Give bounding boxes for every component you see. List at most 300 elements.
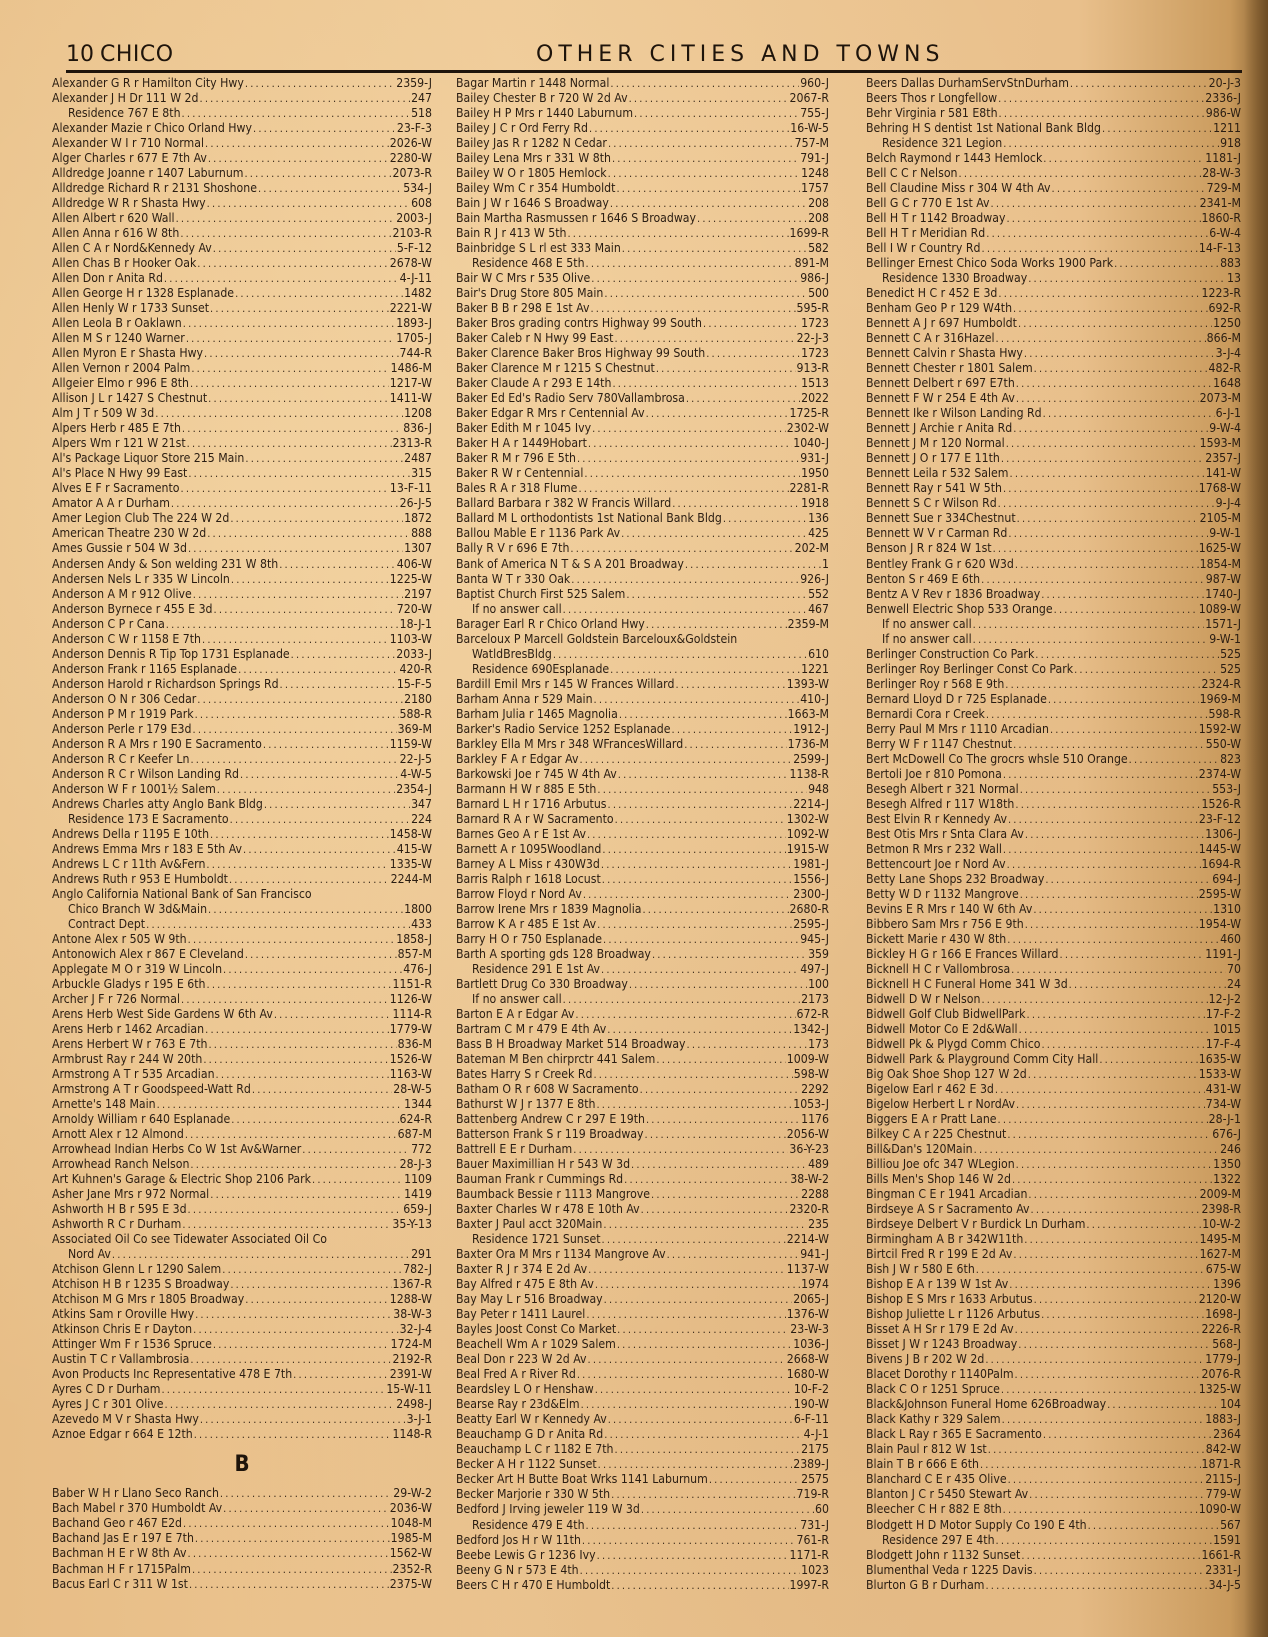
directory-entry (456, 1277, 829, 1292)
entry-phone-number: 1526-R (1201, 796, 1241, 811)
directory-entry (456, 857, 829, 872)
leader-dots (998, 286, 1200, 301)
leader-dots (312, 1172, 403, 1187)
leader-dots (230, 1277, 391, 1292)
directory-entry (52, 737, 432, 752)
directory-entry (866, 932, 1241, 947)
page-number: 10 (66, 42, 94, 67)
entry-name: Barris Ralph r 1618 Locust (456, 871, 601, 886)
entry-name: Bertoli Joe r 810 Pomona (866, 766, 1002, 781)
directory-entry (866, 1487, 1241, 1502)
directory-entry (52, 692, 432, 707)
entry-name: Betty W D r 1132 Mangrove (866, 886, 1019, 901)
entry-name: Residence 767 E 8th (68, 106, 181, 121)
entry-phone-number: 2197 (404, 586, 432, 601)
entry-phone-number: 4-J-1 (803, 1427, 829, 1442)
entry-name: Bennett J M r 120 Normal (866, 436, 1005, 451)
leader-dots (611, 1578, 788, 1593)
entry-name: Bennett Ray r 541 W 5th (866, 481, 1002, 496)
entry-name: Aznoe Edgar r 664 E 12th (52, 1427, 193, 1442)
leader-dots (185, 1127, 397, 1142)
directory-entry (866, 1217, 1241, 1232)
entry-phone-number: 1344 (404, 1097, 432, 1112)
directory-entry (866, 406, 1241, 421)
letter-heading: B (234, 1451, 250, 1477)
entry-phone-number: 6-J-1 (1215, 406, 1241, 421)
entry-phone-number: 497-J (800, 961, 829, 976)
entry-phone-number: 1015 (1213, 1021, 1241, 1036)
entry-phone-number: 1176 (801, 1112, 829, 1127)
leader-dots (1041, 1037, 1204, 1052)
directory-entry (866, 827, 1241, 842)
directory-entry (456, 677, 829, 692)
directory-entry (52, 271, 432, 286)
leader-dots (208, 1037, 396, 1052)
directory-entry (52, 541, 432, 556)
leader-dots (195, 1531, 390, 1546)
entry-phone-number: 1225-W (389, 571, 432, 586)
entry-phone-number: 15-W-11 (386, 1382, 432, 1397)
directory-entry (456, 1412, 829, 1427)
entry-phone-number: 913-R (796, 361, 829, 376)
entry-phone-number: 1181-J (1205, 151, 1241, 166)
entry-name: Batham O R r 608 W Sacramento (456, 1082, 639, 1097)
directory-entry (52, 962, 432, 977)
directory-entry (456, 1217, 829, 1232)
leader-dots (1070, 76, 1208, 91)
entry-name: Barkowski Joe r 745 W 4th Av (456, 766, 617, 781)
entry-name: Beers Thos r Longfellow (866, 91, 998, 106)
leader-dots (1013, 301, 1207, 316)
entry-phone-number: 1757 (801, 181, 829, 196)
entry-phone-number: 1724-M (390, 1337, 432, 1352)
leader-dots (567, 226, 788, 241)
directory-entry (52, 1412, 432, 1427)
entry-name: Bearse Ray r 23d&Elm (456, 1397, 580, 1412)
entry-phone-number: 23-F-12 (1198, 811, 1241, 826)
entry-name: Arbuckle Gladys r 195 E 6th (52, 976, 206, 991)
entry-name: Bain J W r 1646 S Broadway (456, 196, 609, 211)
entry-name: Andrews L C r 11th Av&Fern (52, 856, 206, 871)
page-edge-shadow (1244, 0, 1268, 1637)
directory-entry (866, 782, 1241, 797)
leader-dots (619, 707, 787, 722)
directory-entry (866, 992, 1241, 1007)
leader-dots (573, 1142, 788, 1157)
leader-dots (697, 211, 807, 226)
entry-phone-number: 2244-M (390, 871, 432, 886)
entry-name: Best Elvin R r Kennedy Av (866, 811, 1007, 826)
leader-dots (1018, 316, 1212, 331)
directory-entry (52, 346, 432, 361)
directory-entry (866, 286, 1241, 301)
leader-dots (1016, 391, 1199, 406)
entry-phone-number: 525 (1220, 646, 1241, 661)
entry-name: Bachman H E r W 8th Av (52, 1546, 187, 1561)
directory-entry (456, 557, 829, 572)
directory-entry (456, 707, 829, 722)
directory-entry (456, 106, 829, 121)
directory-entry (52, 1307, 432, 1322)
entry-phone-number: 22-J-5 (399, 751, 432, 766)
leader-dots (640, 1082, 800, 1097)
directory-entry (52, 376, 432, 391)
leader-dots (220, 1486, 392, 1501)
directory-entry (866, 181, 1241, 196)
entry-phone-number: 28-W-3 (1202, 166, 1241, 181)
directory-entry (456, 1067, 829, 1082)
directory-entry (456, 1112, 829, 1127)
leader-dots (190, 1157, 398, 1172)
entry-phone-number: 2498-J (396, 1397, 432, 1412)
entry-phone-number: 1350 (1213, 1157, 1241, 1172)
entry-phone-number: 1306-J (1205, 826, 1241, 841)
directory-entry (52, 1022, 432, 1037)
entry-name: Bentley Frank G r 620 W3d (866, 556, 1014, 571)
entry-name: Bickett Marie r 430 W 8th (866, 931, 1007, 946)
leader-dots (202, 632, 389, 647)
directory-entry (866, 136, 1241, 151)
leader-dots (981, 992, 1207, 1007)
entry-phone-number: 14-F-13 (1198, 241, 1241, 256)
entry-name: Bagar Martin r 1448 Normal (456, 76, 610, 90)
directory-entry (866, 1232, 1241, 1247)
entry-name: Bigelow Earl r 462 E 3d (866, 1082, 994, 1097)
entry-phone-number: 1981-J (793, 856, 829, 871)
directory-entry (52, 286, 432, 301)
directory-entry (456, 737, 829, 752)
entry-phone-number: 1648 (1213, 376, 1241, 391)
directory-entry (866, 211, 1241, 226)
directory-entry (866, 481, 1241, 496)
entry-phone-number: 2115-J (1205, 1472, 1241, 1487)
entry-name: Barnes Geo A r E 1st Av (456, 826, 586, 841)
leader-dots (204, 346, 398, 361)
entry-phone-number: 757-M (794, 136, 829, 151)
entry-name: Bailey Lena Mrs r 331 W 8th (456, 151, 611, 166)
leader-dots (580, 1563, 800, 1578)
directory-entry (456, 1247, 829, 1262)
leader-dots (203, 1052, 388, 1067)
entry-phone-number: 1335-W (389, 856, 432, 871)
entry-phone-number: 1872 (404, 511, 432, 526)
leader-dots (667, 1247, 800, 1262)
leader-dots (181, 992, 389, 1007)
entry-name: Bay May L r 516 Broadway (456, 1292, 603, 1307)
leader-dots (1015, 797, 1200, 812)
entry-name: Barceloux P Marcell Goldstein Barceloux&Goldstein (456, 631, 738, 646)
entry-phone-number: 1376-W (786, 1307, 829, 1322)
directory-entry (866, 797, 1241, 812)
entry-phone-number: 1663-M (787, 706, 829, 721)
directory-entry (52, 331, 432, 346)
entry-name: Barkley Ella M Mrs r 348 WFrancesWillard (456, 736, 684, 751)
leader-dots (958, 166, 1201, 181)
entry-phone-number: 1090-W (1198, 1502, 1241, 1517)
directory-entry (52, 632, 432, 647)
entry-name: Atkinson Chris E r Dayton (52, 1322, 193, 1337)
entry-name: Baker H A r 1449Hobart (456, 436, 587, 451)
directory-entry (866, 1067, 1241, 1082)
directory-entry (52, 106, 432, 121)
entry-phone-number: 744-R (399, 346, 432, 361)
leader-dots (995, 1082, 1205, 1097)
entry-phone-number: 676-J (1212, 1127, 1241, 1142)
directory-entry (866, 1202, 1241, 1217)
entry-name: Bayles Joost Const Co Market (456, 1322, 617, 1337)
entry-phone-number: 9-W-1 (1209, 631, 1241, 646)
entry-name: Barth A sporting gds 128 Broadway (456, 946, 651, 961)
entry-name: Bates Harry S r Creek Rd (456, 1067, 593, 1082)
entry-name: Barager Earl R r Chico Orland Hwy (456, 616, 645, 631)
leader-dots (594, 692, 800, 707)
entry-name: Baxter Charles W r 478 E 10th Av (456, 1202, 640, 1217)
entry-name: Baxter R J r 374 E 2d Av (456, 1262, 588, 1277)
leader-dots (629, 977, 807, 992)
entry-phone-number: 1591 (1213, 1532, 1241, 1547)
entry-name: Contract Dept (68, 916, 146, 931)
directory-entry (52, 391, 432, 406)
entry-name: Armstrong A T r Goodspeed-Watt Rd (52, 1082, 251, 1097)
entry-phone-number: 2331-J (1205, 1562, 1241, 1577)
entry-phone-number: 857-M (397, 946, 432, 961)
entry-phone-number: 986-W (1205, 106, 1241, 121)
entry-phone-number: 1109 (404, 1172, 432, 1187)
directory-entry (52, 1187, 432, 1202)
entry-name: Baker Edith M r 1045 Ivy (456, 421, 592, 436)
entry-name: Allen M S r 1240 Warner (52, 331, 185, 346)
leader-dots (629, 91, 789, 106)
entry-phone-number: 888 (411, 526, 432, 541)
entry-name: Barnett A r 1095Woodland (456, 841, 602, 856)
entry-name: Atkins Sam r Oroville Hwy (52, 1307, 195, 1322)
leader-dots (192, 722, 396, 737)
entry-name: Baker Clarence M r 1215 S Chestnut (456, 361, 655, 376)
leader-dots (589, 121, 789, 136)
directory-entry (52, 572, 432, 587)
entry-name: Bailey Wm C r 354 Humboldt (456, 181, 616, 196)
entry-phone-number: 1009-W (786, 1052, 829, 1067)
leader-dots (208, 902, 403, 917)
entry-name: Barnard L H r 1716 Arbutus (456, 796, 607, 811)
entry-name: Asher Jane Mrs r 972 Normal (52, 1187, 210, 1202)
entry-phone-number: 482-R (1208, 361, 1241, 376)
directory-entry (866, 166, 1241, 181)
directory-entry (866, 917, 1241, 932)
directory-entry (866, 1247, 1241, 1262)
directory-entry (52, 361, 432, 376)
directory-entry (52, 211, 432, 226)
directory-entry (52, 1247, 432, 1262)
entry-phone-number: 568-J (1212, 1337, 1241, 1352)
leader-dots (645, 1127, 786, 1142)
entry-name: Barmann H W r 885 E 5th (456, 781, 597, 796)
entry-name: WatldBresBldg (472, 646, 552, 661)
directory-entry (456, 301, 829, 316)
leader-dots (213, 241, 396, 256)
leader-dots (263, 737, 389, 752)
entry-phone-number: 2320-R (789, 1202, 829, 1217)
entry-phone-number: 20-J-3 (1208, 76, 1241, 90)
entry-name: Bicknell H C Funeral Home 341 W 3d (866, 976, 1068, 991)
entry-name: Bill&Dan's 120Main (866, 1142, 973, 1157)
entry-name: Baumback Bessie r 1113 Mangrove (456, 1187, 651, 1202)
directory-entry (456, 1037, 829, 1052)
directory-entry (52, 797, 432, 812)
leader-dots (656, 361, 796, 376)
directory-entry (52, 662, 432, 677)
directory-entry (456, 1232, 829, 1247)
entry-name: Anderson Frank r 1165 Esplanade (52, 661, 238, 676)
leader-dots (1102, 121, 1212, 136)
entry-phone-number: 208 (808, 211, 829, 226)
entry-name: Bally R V r 696 E 7th (456, 541, 570, 556)
entry-name: Bisset J W r 1243 Broadway (866, 1337, 1018, 1352)
leader-dots (1008, 1472, 1205, 1487)
entry-phone-number: 5-F-12 (396, 241, 432, 256)
entry-name: Barnard R A r W Sacramento (456, 811, 614, 826)
leader-dots (687, 1037, 808, 1052)
leader-dots (973, 617, 1205, 632)
entry-phone-number: 1912-J (793, 721, 829, 736)
entry-name: Anderson Perle r 179 E3d (52, 721, 192, 736)
leader-dots (195, 707, 399, 722)
directory-entry (866, 632, 1241, 647)
leader-dots (188, 1202, 403, 1217)
entry-phone-number: 1208 (404, 406, 432, 421)
leader-dots (1015, 1322, 1201, 1337)
leader-dots (1013, 737, 1205, 752)
entry-phone-number: 16-W-5 (790, 121, 829, 136)
leader-dots (1003, 136, 1219, 151)
directory-entry (866, 376, 1241, 391)
entry-phone-number: 202-M (794, 541, 829, 556)
directory-entry (52, 121, 432, 136)
leader-dots (180, 481, 388, 496)
entry-phone-number: 2026-W (389, 136, 432, 151)
directory-entry (866, 902, 1241, 917)
directory-entry (456, 1367, 829, 1382)
directory-entry (866, 737, 1241, 752)
leader-dots (996, 331, 1206, 346)
directory-entry (52, 1082, 432, 1097)
leader-dots (186, 331, 395, 346)
entry-phone-number: 692-R (1208, 301, 1241, 316)
entry-name: Benwell Electric Shop 533 Orange (866, 601, 1053, 616)
entry-phone-number: 2599-J (793, 751, 829, 766)
entry-phone-number: 2221-W (389, 301, 432, 316)
entry-phone-number: 1800 (404, 901, 432, 916)
directory-entry (866, 1533, 1241, 1548)
entry-name: Bedford Jos H r W 11th (456, 1532, 581, 1547)
entry-phone-number: 1159-W (389, 736, 432, 751)
directory-entry (456, 346, 829, 361)
entry-phone-number: 534-J (403, 181, 432, 196)
leader-dots (210, 301, 389, 316)
directory-entry (456, 947, 829, 962)
leader-dots (998, 1112, 1208, 1127)
entry-name: Beebe Lewis G r 1236 Ivy (456, 1547, 596, 1562)
entry-phone-number: 550-W (1205, 736, 1241, 751)
leader-dots (607, 1022, 792, 1037)
directory-entry (456, 917, 829, 932)
entry-phone-number: 1705-J (396, 331, 432, 346)
directory-entry (456, 1307, 829, 1322)
leader-dots (1013, 421, 1208, 436)
entry-name: Blumenthal Veda r 1225 Davis (866, 1562, 1033, 1577)
directory-entry (866, 496, 1241, 511)
entry-name: Bishop E A r 139 W 1st Av (866, 1277, 1009, 1292)
entry-name: Anderson C W r 1158 E 7th (52, 631, 201, 646)
directory-entry (866, 812, 1241, 827)
leader-dots (1034, 361, 1208, 376)
entry-name: Bert McDowell Co The grocrs whsle 510 Orange (866, 751, 1128, 766)
leader-dots (1043, 406, 1215, 421)
entry-phone-number: 9-W-4 (1209, 421, 1241, 436)
entry-phone-number: 1367-R (392, 1277, 432, 1292)
entry-name: Birdseye Delbert V r Burdick Ln Durham (866, 1217, 1086, 1232)
entry-phone-number: 247 (411, 91, 432, 106)
entry-phone-number: 552 (808, 586, 829, 601)
entry-phone-number: 1211 (1213, 121, 1241, 136)
entry-phone-number: 425 (808, 526, 829, 541)
entry-phone-number: 1723 (801, 346, 829, 361)
leader-dots (622, 241, 807, 256)
entry-phone-number: 415-W (396, 841, 432, 856)
entry-phone-number: 2120-W (1198, 1292, 1241, 1307)
entry-phone-number: 729-M (1206, 181, 1241, 196)
entry-name: Barrow K A r 485 E 1st Av (456, 916, 597, 931)
entry-phone-number: 1053-J (793, 1097, 829, 1112)
leader-dots (597, 782, 807, 797)
leader-dots (208, 151, 389, 166)
directory-entry (52, 1546, 432, 1561)
directory-entry (456, 286, 829, 301)
directory-entry (52, 316, 432, 331)
entry-name: Bay Alfred r 475 E 8th Av (456, 1277, 594, 1292)
entry-name: Becker A H r 1122 Sunset (456, 1457, 597, 1472)
entry-phone-number: 23-W-3 (790, 1322, 829, 1337)
entry-name: Berlinger Roy r 568 E 9th (866, 676, 1005, 691)
directory-entry (52, 1202, 432, 1217)
directory-entry (456, 1457, 829, 1472)
entry-phone-number: 1985-M (390, 1531, 432, 1546)
leader-dots (1054, 602, 1198, 617)
entry-phone-number: 1854-M (1199, 556, 1241, 571)
entry-phone-number: 13-F-11 (389, 481, 432, 496)
leader-dots (1001, 451, 1204, 466)
entry-phone-number: 1419 (404, 1187, 432, 1202)
entry-name: Bennett Calvin r Shasta Hwy (866, 346, 1023, 361)
leader-dots (998, 91, 1204, 106)
entry-name: Beal Don r 223 W 2d Av (456, 1352, 587, 1367)
entry-phone-number: 918 (1220, 136, 1241, 151)
entry-name: Bennett Chester r 1801 Salem (866, 361, 1033, 376)
entry-name: Amer Legion Club The 224 W 2d (52, 511, 230, 526)
directory-entry (52, 1516, 432, 1531)
leader-dots (240, 767, 399, 782)
entry-name: Ballou Mable E r 1136 Park Av (456, 526, 621, 541)
leader-dots (230, 812, 410, 827)
entry-phone-number: 2281-R (789, 481, 829, 496)
leader-dots (1009, 1277, 1212, 1292)
entry-phone-number: 2292 (801, 1082, 829, 1097)
entry-name: Bidwell Park & Playground Comm City Hall (866, 1052, 1099, 1067)
leader-dots (575, 1007, 795, 1022)
entry-phone-number: 734-W (1205, 1097, 1241, 1112)
directory-entry (456, 136, 829, 151)
entry-name: Arens Herb r 1462 Arcadian (52, 1021, 205, 1036)
